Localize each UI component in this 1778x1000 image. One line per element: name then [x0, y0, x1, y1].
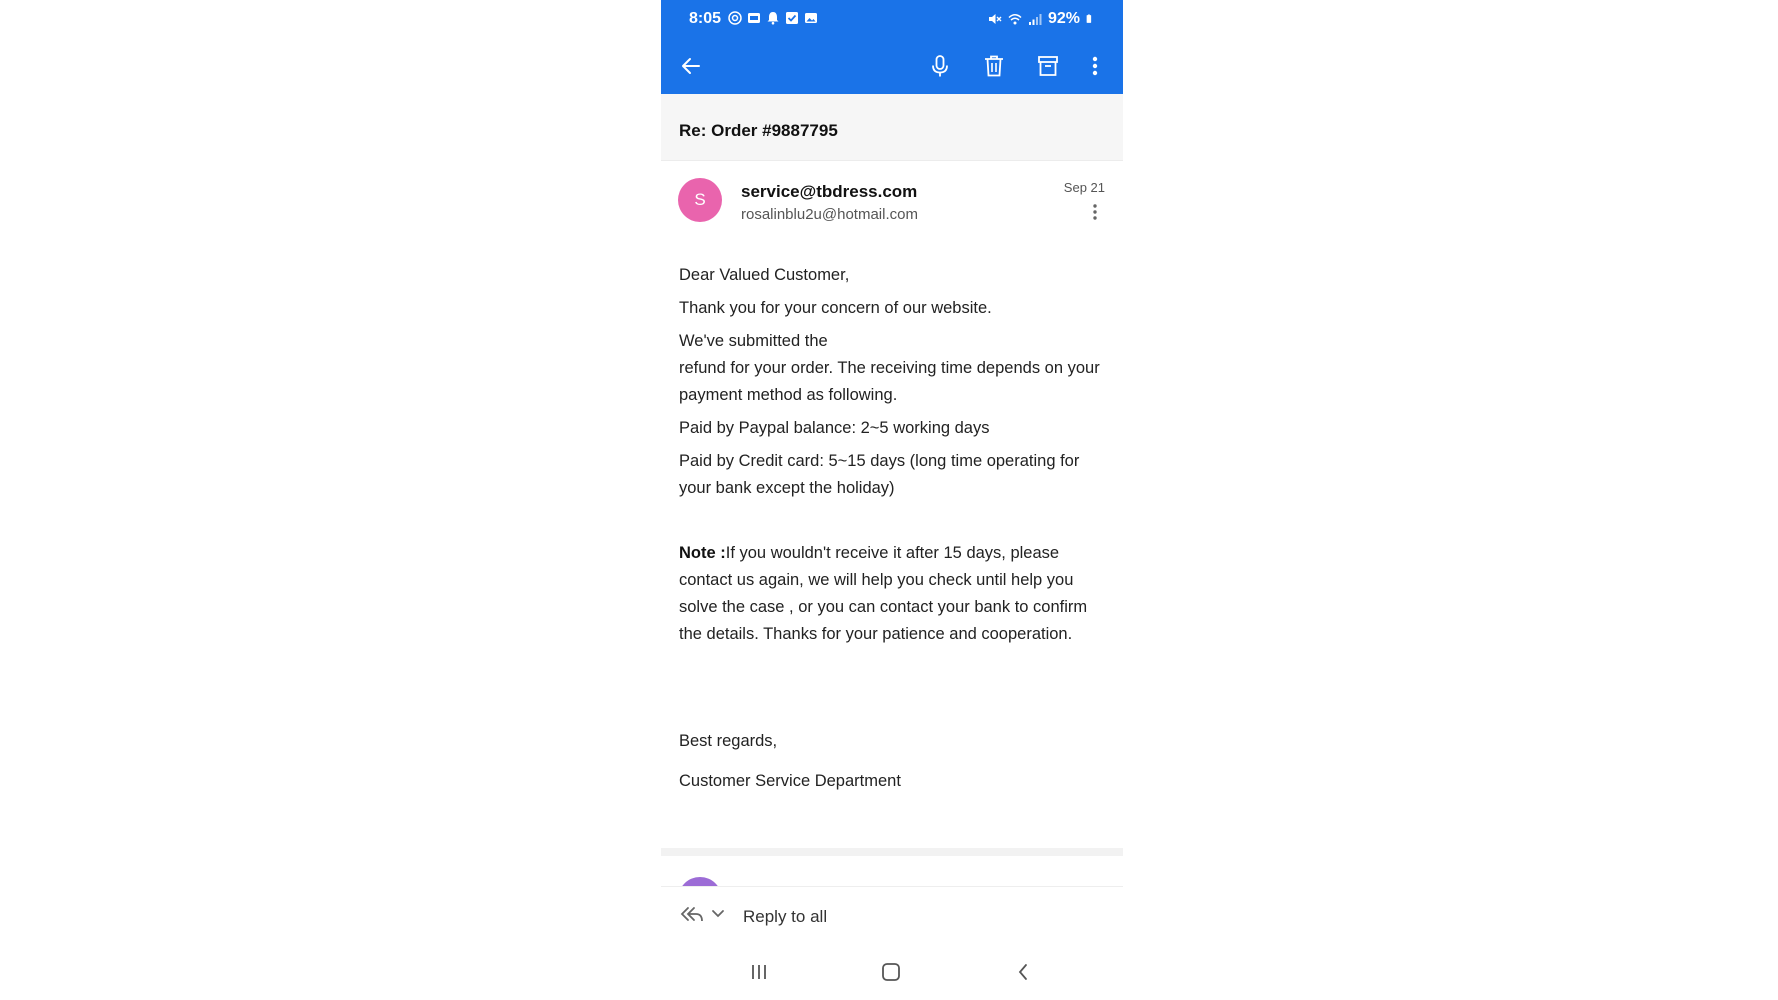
phone-screen — [661, 0, 1123, 1000]
trash-icon — [983, 54, 1005, 78]
chevron-down-icon[interactable] — [711, 909, 725, 919]
body-greeting: Dear Valued Customer, — [679, 266, 850, 284]
reply-all-icon[interactable] — [679, 905, 705, 925]
email-body — [679, 262, 1107, 795]
bell-icon — [766, 11, 780, 25]
app-bar — [661, 40, 1123, 94]
mute-icon — [988, 12, 1002, 26]
checkbox-icon — [785, 11, 799, 25]
message-divider — [661, 848, 1123, 856]
body-line: Paid by Credit card: 5~15 days (long time operating for your bank except the holiday) — [679, 452, 1080, 497]
status-time: 8:05 — [689, 10, 722, 27]
note-text: If you wouldn't receive it after 15 days, please contact us again, we will help you check until help you solve the case , or you can contact your bank to confirm the details. Thanks for your patience and cooperation. — [679, 544, 1088, 643]
body-closing: Best regards, — [679, 732, 778, 750]
message-more-button[interactable] — [1085, 202, 1105, 222]
body-note — [679, 540, 1107, 648]
more-options-button[interactable] — [1079, 50, 1111, 82]
image-icon — [804, 11, 818, 25]
subject-bar — [661, 94, 1123, 161]
archive-icon — [1037, 54, 1059, 78]
next-message-avatar — [678, 877, 722, 886]
microphone-icon — [929, 54, 951, 78]
status-bar — [661, 0, 1123, 40]
back-button[interactable] — [675, 50, 707, 82]
body-line: We've submitted the — [679, 332, 828, 350]
home-icon — [881, 962, 901, 982]
sender-avatar[interactable]: S — [678, 178, 722, 222]
nav-back-button[interactable] — [1009, 960, 1037, 984]
recent-apps-icon — [750, 964, 768, 980]
email-subject: Re: Order #9887795 — [679, 121, 838, 140]
archive-button[interactable] — [1032, 50, 1064, 82]
tv-icon — [747, 11, 761, 25]
system-nav-bar — [661, 944, 1123, 1000]
notification-icons — [728, 11, 818, 25]
wifi-icon — [1008, 12, 1022, 26]
more-vertical-icon — [1092, 203, 1098, 221]
sender-email: service@tbdress.com — [741, 182, 918, 201]
reply-all-button[interactable]: Reply to all — [743, 907, 828, 926]
body-line: Thank you for your concern of our website. — [679, 299, 992, 317]
delete-button[interactable] — [978, 50, 1010, 82]
email-date: Sep 21 — [1063, 180, 1105, 195]
system-status-icons — [988, 10, 1095, 28]
battery-icon — [1086, 12, 1095, 26]
chevron-left-icon — [1017, 963, 1029, 981]
microphone-button[interactable] — [924, 50, 956, 82]
recipient-email: rosalinblu2u@hotmail.com — [741, 206, 918, 223]
recent-apps-button[interactable] — [745, 960, 773, 984]
back-arrow-icon — [679, 54, 703, 78]
battery-percent: 92% — [1047, 10, 1080, 27]
signal-icon — [1028, 12, 1042, 26]
at-sign-icon — [728, 11, 742, 25]
note-label: Note : — [679, 544, 726, 562]
body-signature: Customer Service Department — [679, 772, 901, 790]
message-header[interactable] — [661, 160, 1123, 240]
home-button[interactable] — [877, 960, 905, 984]
next-message-peek[interactable] — [661, 856, 1123, 886]
reply-bar — [661, 886, 1123, 945]
top-bar — [661, 0, 1123, 94]
more-vertical-icon — [1091, 55, 1099, 77]
body-line: Paid by Paypal balance: 2~5 working days — [679, 419, 990, 437]
body-line: refund for your order. The receiving time depends on your payment method as following. — [679, 359, 1100, 404]
